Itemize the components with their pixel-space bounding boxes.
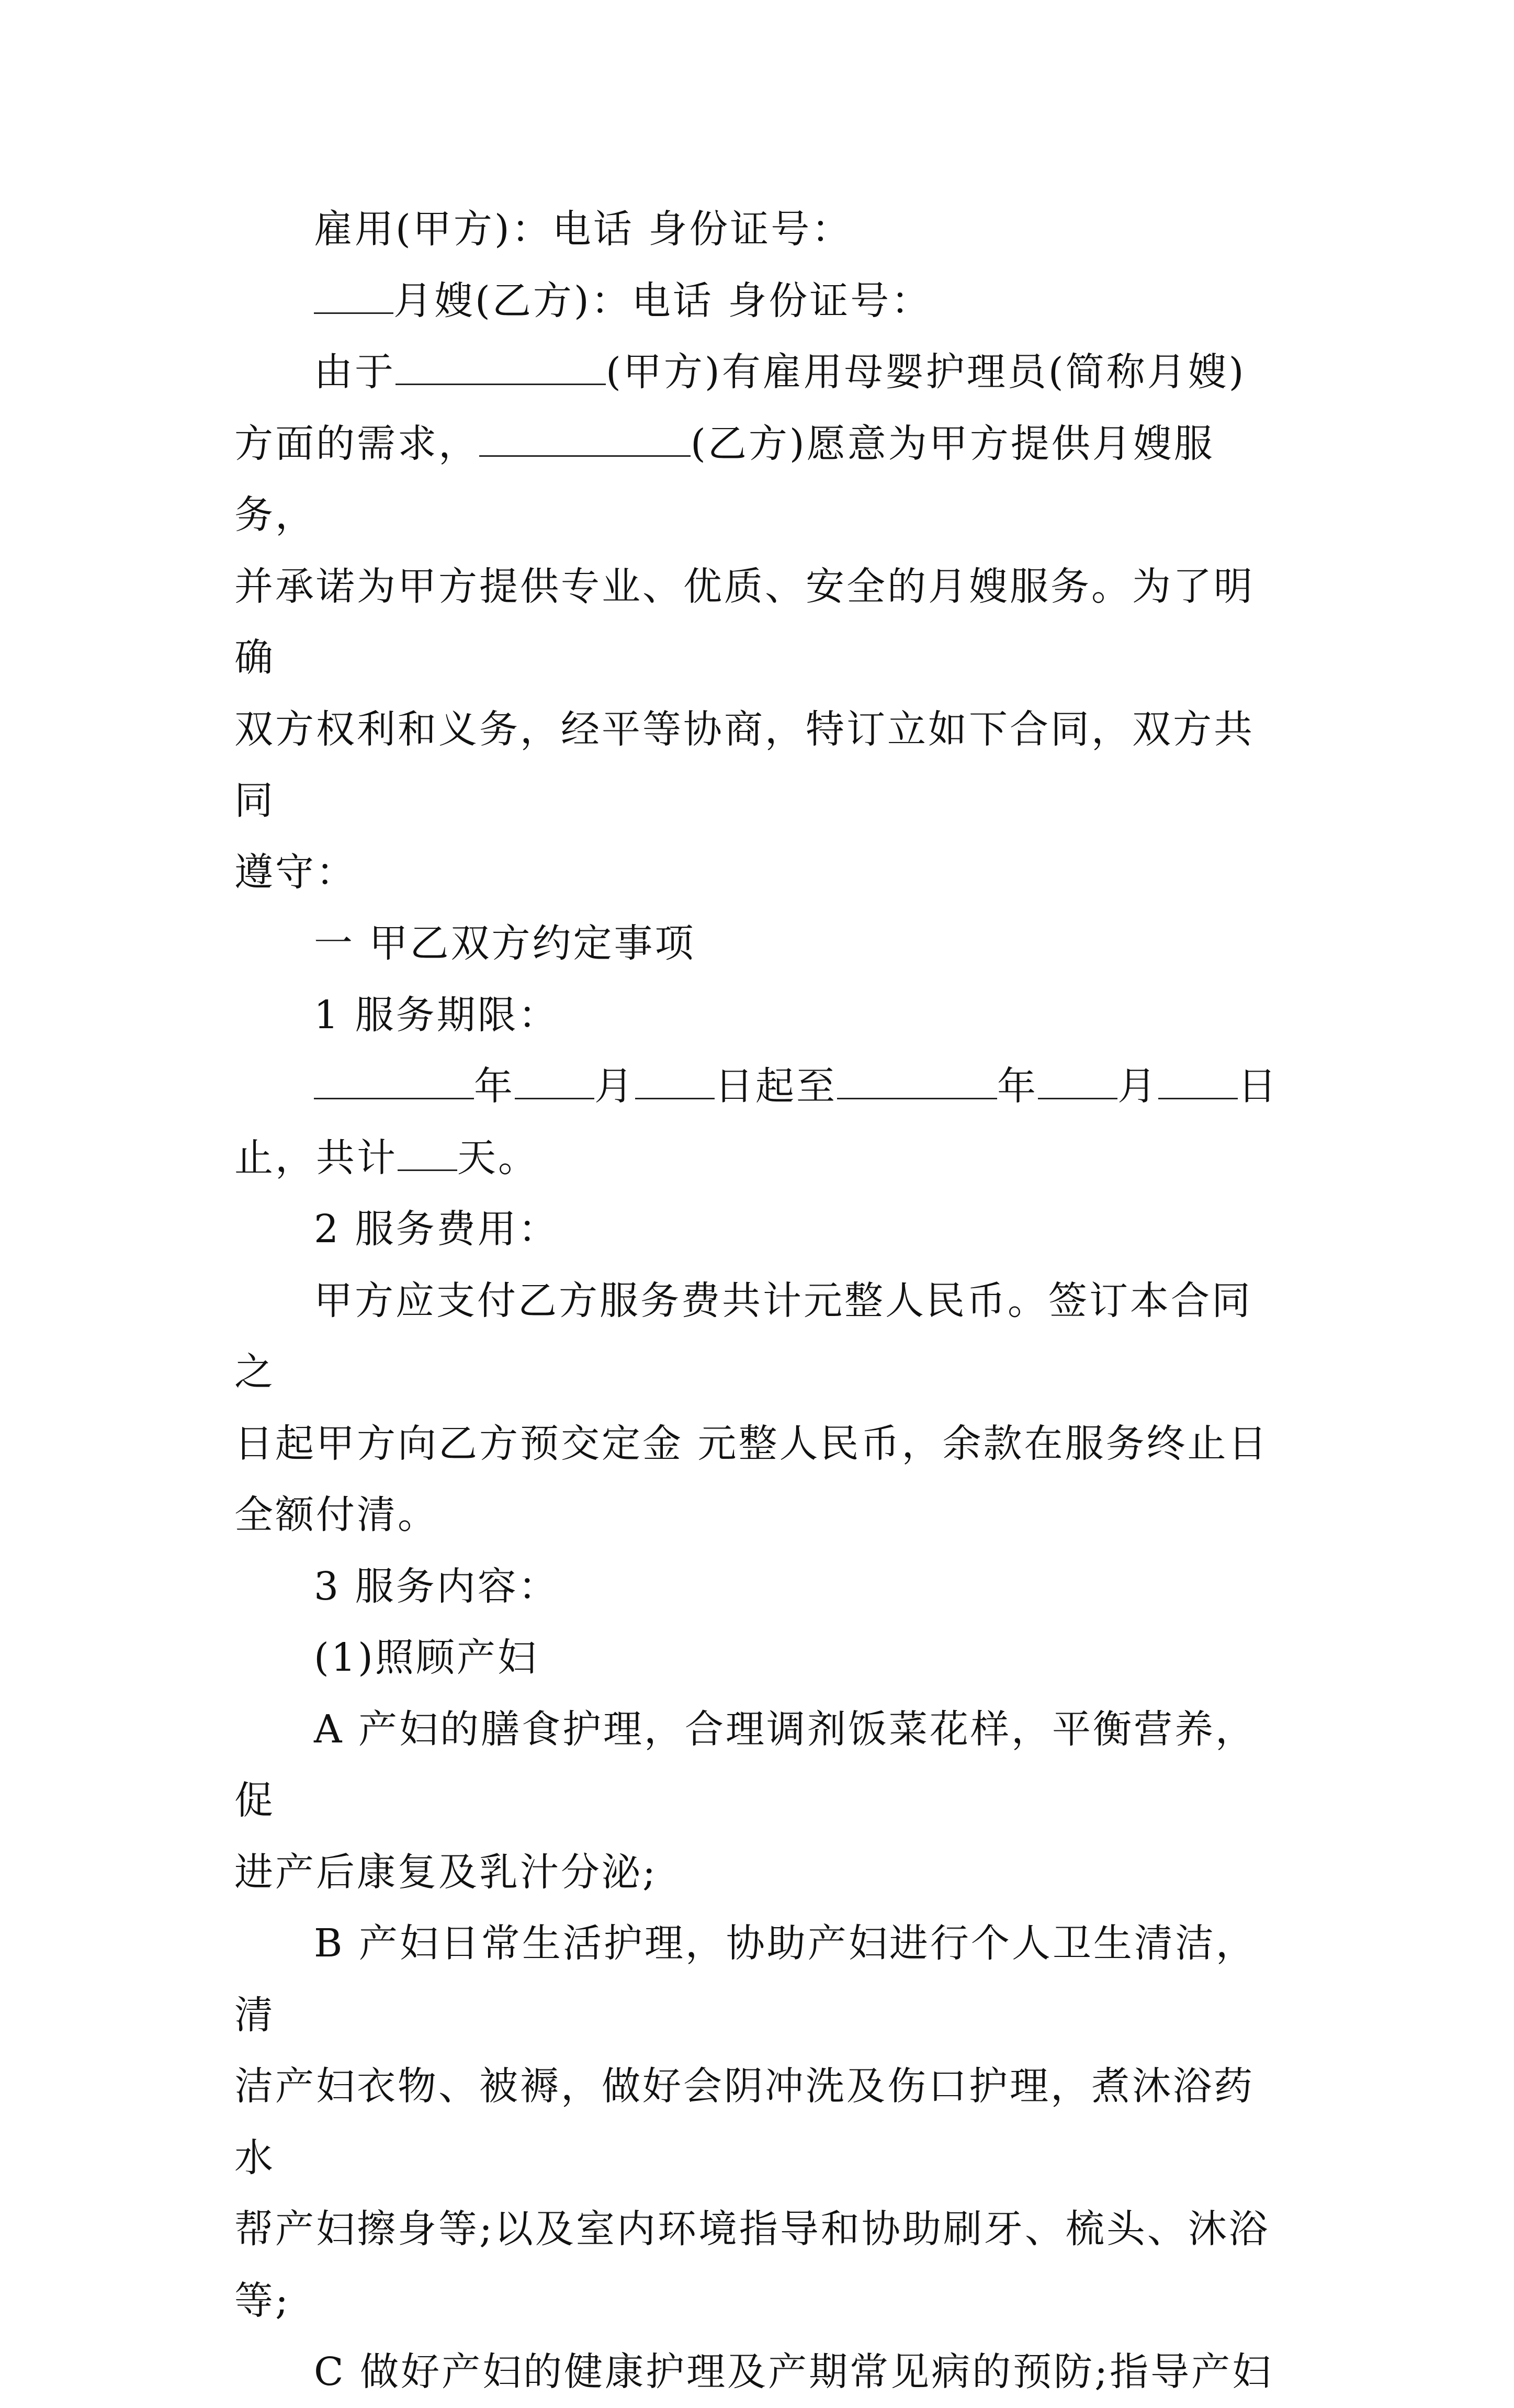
blank-field [396, 347, 606, 385]
paragraph-intro-cont: 并承诺为甲方提供专业、优质、安全的月嫂服务。为了明确 [234, 564, 1255, 680]
item-b-cont: 帮产妇擦身等;以及室内环境指导和协助刷牙、梳头、沐浴 [234, 2207, 1270, 2252]
blank-field [837, 1061, 997, 1099]
fee-paragraph: 甲方应支付乙方服务费共计元整人民币。签订本合同之 [234, 1278, 1252, 1394]
clause-heading: 1 服务期限： [314, 992, 559, 1038]
date-range-cont: 止，共计 天。 [234, 1122, 1291, 1194]
nanny-line: 月嫂(乙方)：电话 身份证号： [234, 265, 1291, 337]
item-a: A 产妇的膳食护理，合理调剂饭菜花样，平衡营养，促 [234, 1706, 1256, 1823]
blank-field [1038, 1061, 1117, 1099]
clause-heading: 2 服务费用： [314, 1207, 559, 1252]
item-b: B 产妇日常生活护理，协助产妇进行个人卫生清洁，清 [234, 1921, 1257, 2038]
item-a-cont: 进产后康复及乳汁分泌; [234, 1849, 658, 1895]
clause-heading: 3 服务内容： [314, 1563, 559, 1609]
fee-paragraph-cont: 全额付清。 [234, 1492, 438, 1537]
paragraph-intro-cont: 遵守： [234, 849, 357, 895]
blank-field [515, 1061, 594, 1099]
blank-field [1158, 1061, 1238, 1099]
item-c: C 做好产妇的健康护理及产期常见病的预防;指导产妇 [314, 2349, 1273, 2394]
employer-line: 雇用(甲方)：电话 身份证号： [314, 207, 853, 252]
paragraph-intro: 由于 (甲方)有雇用母婴护理员(简称月嫂) [234, 336, 1291, 408]
item-b-cont: 洁产妇衣物、被褥，做好会阴冲洗及伤口护理，煮沐浴药水 [234, 2064, 1255, 2180]
blank-field [314, 1061, 474, 1099]
sub-clause-heading: (1)照顾产妇 [314, 1635, 538, 1680]
date-range-line: 年 月 日起至 年 月 日 [234, 1051, 1291, 1122]
blank-field [635, 1061, 715, 1099]
fee-paragraph-cont: 日起甲方向乙方预交定金 元整人民币，余款在服务终止日 [234, 1421, 1269, 1466]
paragraph-intro-cont: 双方权利和义务，经平等协商，特订立如下合同，双方共同 [234, 706, 1255, 823]
section-heading: 一 甲乙双方约定事项 [314, 921, 696, 966]
paragraph-intro-cont: 方面的需求， (乙方)愿意为甲方提供月嫂服务， [234, 408, 1291, 551]
blank-field [314, 275, 393, 313]
blank-field [479, 418, 691, 456]
item-b-cont: 等; [234, 2278, 290, 2323]
contract-body [234, 194, 1291, 2408]
blank-field [398, 1132, 457, 1171]
